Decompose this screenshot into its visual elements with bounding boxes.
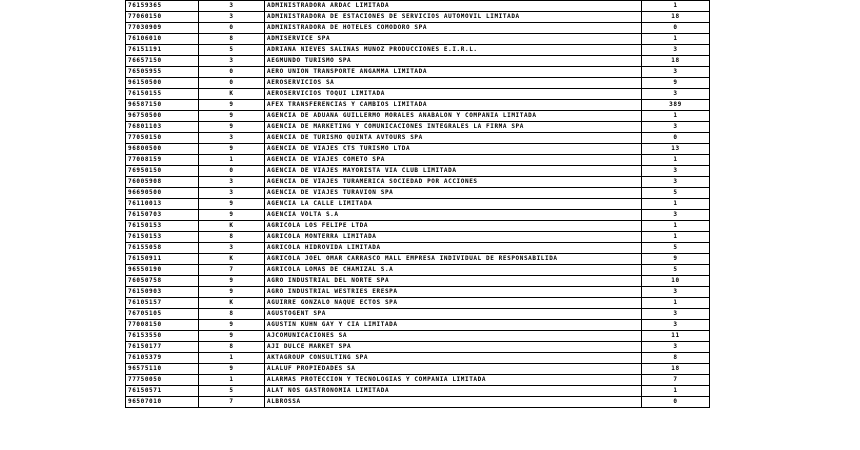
row-name-cell: AGENCIA DE VIAJES COMETO SPA <box>265 155 642 166</box>
table-row <box>126 265 710 276</box>
table-row <box>126 210 710 221</box>
row-name-cell: AGENCIA DE TURISMO QUINTA AVTOURS SPA <box>265 133 642 144</box>
row-id-cell: 96550190 <box>126 265 199 276</box>
row-name-cell: AGENCIA DE VIAJES CTS TURISMO LTDA <box>265 144 642 155</box>
row-name-cell: AGUSTOGENT SPA <box>265 309 642 320</box>
table-row <box>126 34 710 45</box>
row-id-cell: 96750500 <box>126 111 199 122</box>
row-id-cell: 96150500 <box>126 78 199 89</box>
row-code-cell: 3 <box>199 243 265 254</box>
row-count-cell: 3 <box>642 89 710 100</box>
row-count-cell: 1 <box>642 155 710 166</box>
row-code-cell: 3 <box>199 188 265 199</box>
row-id-cell: 76657150 <box>126 56 199 67</box>
row-count-cell: 9 <box>642 254 710 265</box>
row-code-cell: 9 <box>199 111 265 122</box>
row-name-cell: AEROSERVICIOS SA <box>265 78 642 89</box>
row-name-cell: AGENCIA DE VIAJES MAYORISTA VIA CLUB LIMITADA <box>265 166 642 177</box>
row-name-cell: AJI DULCE MARKET SPA <box>265 342 642 353</box>
row-name-cell: AGUIRRE GONZALO NAQUE ECTOS SPA <box>265 298 642 309</box>
table-row <box>126 309 710 320</box>
row-code-cell: 0 <box>199 67 265 78</box>
row-code-cell: 9 <box>199 331 265 342</box>
row-count-cell: 389 <box>642 100 710 111</box>
row-name-cell: ALALUF PROPIEDADES SA <box>265 364 642 375</box>
row-count-cell: 1 <box>642 199 710 210</box>
table-row <box>126 166 710 177</box>
row-code-cell: K <box>199 254 265 265</box>
row-name-cell: AGENCIA LA CALLE LIMITADA <box>265 199 642 210</box>
row-name-cell: AGENCIA DE MARKETING Y COMUNICACIONES INTEGRALES LA FIRMA SPA <box>265 122 642 133</box>
row-name-cell: AGENCIA VOLTA S.A <box>265 210 642 221</box>
table-row <box>126 276 710 287</box>
row-count-cell: 9 <box>642 78 710 89</box>
row-count-cell: 3 <box>642 177 710 188</box>
row-count-cell: 3 <box>642 320 710 331</box>
table-row <box>126 287 710 298</box>
row-id-cell: 76150155 <box>126 89 199 100</box>
row-name-cell: ALBROSSA <box>265 397 642 408</box>
row-count-cell: 10 <box>642 276 710 287</box>
row-name-cell: AGENCIA DE ADUANA GUILLERMO MORALES ANABALON Y COMPANIA LIMITADA <box>265 111 642 122</box>
row-count-cell: 0 <box>642 397 710 408</box>
row-name-cell: AEROSERVICIOS TOQUI LIMITADA <box>265 89 642 100</box>
row-count-cell: 3 <box>642 166 710 177</box>
row-id-cell: 77008159 <box>126 155 199 166</box>
row-count-cell: 11 <box>642 331 710 342</box>
row-code-cell: 3 <box>199 56 265 67</box>
row-id-cell: 77060150 <box>126 12 199 23</box>
row-count-cell: 3 <box>642 287 710 298</box>
table-row <box>126 111 710 122</box>
table-row <box>126 67 710 78</box>
row-id-cell: 76950150 <box>126 166 199 177</box>
table-row <box>126 199 710 210</box>
row-count-cell: 5 <box>642 265 710 276</box>
row-code-cell: 9 <box>199 122 265 133</box>
row-id-cell: 76150911 <box>126 254 199 265</box>
row-code-cell: K <box>199 221 265 232</box>
row-id-cell: 96587150 <box>126 100 199 111</box>
row-code-cell: 8 <box>199 232 265 243</box>
table-row <box>126 353 710 364</box>
row-code-cell: 1 <box>199 375 265 386</box>
row-name-cell: ADMINISTRADORA DE ESTACIONES DE SERVICIOS AUTOMOVIL LIMITADA <box>265 12 642 23</box>
row-code-cell: 8 <box>199 34 265 45</box>
row-count-cell: 18 <box>642 12 710 23</box>
row-name-cell: AGENCIA DE VIAJES TURAVION SPA <box>265 188 642 199</box>
row-name-cell: AKTAGROUP CONSULTING SPA <box>265 353 642 364</box>
row-name-cell: ALAT NOS GASTRONOMIA LIMITADA <box>265 386 642 397</box>
row-id-cell: 76705105 <box>126 309 199 320</box>
row-count-cell: 3 <box>642 122 710 133</box>
row-name-cell: ADRIANA NIEVES SALINAS MUNOZ PRODUCCIONES E.I.R.L. <box>265 45 642 56</box>
table-row <box>126 386 710 397</box>
table-row <box>126 12 710 23</box>
row-code-cell: K <box>199 89 265 100</box>
row-count-cell: 1 <box>642 1 710 12</box>
row-count-cell: 1 <box>642 298 710 309</box>
row-code-cell: 0 <box>199 23 265 34</box>
row-name-cell: AEGMUNDO TURISMO SPA <box>265 56 642 67</box>
table-row <box>126 232 710 243</box>
table-row <box>126 1 710 12</box>
row-id-cell: 76150703 <box>126 210 199 221</box>
row-name-cell: AERO UNION TRANSPORTE ANGAMMA LIMITADA <box>265 67 642 78</box>
row-name-cell: ADMINISTRADORA DE HOTELES COMODORO SPA <box>265 23 642 34</box>
row-id-cell: 76150571 <box>126 386 199 397</box>
row-count-cell: 1 <box>642 386 710 397</box>
row-code-cell: 9 <box>199 199 265 210</box>
row-code-cell: 1 <box>199 155 265 166</box>
row-name-cell: AGRICOLA MONTERRA LIMITADA <box>265 232 642 243</box>
row-id-cell: 76150903 <box>126 287 199 298</box>
row-id-cell: 76150177 <box>126 342 199 353</box>
table-row <box>126 375 710 386</box>
row-id-cell: 76005908 <box>126 177 199 188</box>
row-count-cell: 18 <box>642 56 710 67</box>
table-row <box>126 298 710 309</box>
table-row <box>126 342 710 353</box>
table-row <box>126 45 710 56</box>
row-count-cell: 5 <box>642 243 710 254</box>
table-row <box>126 254 710 265</box>
table-body <box>126 1 710 408</box>
data-table <box>125 0 710 408</box>
row-count-cell: 3 <box>642 309 710 320</box>
table-row <box>126 221 710 232</box>
row-count-cell: 0 <box>642 133 710 144</box>
row-code-cell: 3 <box>199 12 265 23</box>
row-code-cell: 9 <box>199 276 265 287</box>
table-row <box>126 397 710 408</box>
row-code-cell: K <box>199 298 265 309</box>
row-name-cell: ADMINISTRADORA ARDAC LIMITADA <box>265 1 642 12</box>
row-id-cell: 76105379 <box>126 353 199 364</box>
row-code-cell: 5 <box>199 45 265 56</box>
row-id-cell: 77750050 <box>126 375 199 386</box>
table-row <box>126 23 710 34</box>
row-code-cell: 9 <box>199 100 265 111</box>
table-row <box>126 177 710 188</box>
table-row <box>126 320 710 331</box>
row-id-cell: 76050758 <box>126 276 199 287</box>
row-count-cell: 13 <box>642 144 710 155</box>
row-id-cell: 76505955 <box>126 67 199 78</box>
row-code-cell: 9 <box>199 144 265 155</box>
row-code-cell: 9 <box>199 364 265 375</box>
row-id-cell: 96575110 <box>126 364 199 375</box>
row-code-cell: 8 <box>199 309 265 320</box>
row-code-cell: 7 <box>199 265 265 276</box>
row-name-cell: AGRICOLA LOS FELIPE LTDA <box>265 221 642 232</box>
row-count-cell: 1 <box>642 232 710 243</box>
row-name-cell: AGRICOLA HIDROVIDA LIMITADA <box>265 243 642 254</box>
row-code-cell: 0 <box>199 78 265 89</box>
row-id-cell: 77050150 <box>126 133 199 144</box>
row-name-cell: AGRO INDUSTRIAL WESTRIES ERESPA <box>265 287 642 298</box>
row-count-cell: 18 <box>642 364 710 375</box>
table-row <box>126 56 710 67</box>
row-code-cell: 0 <box>199 166 265 177</box>
row-id-cell: 76150153 <box>126 221 199 232</box>
table-row <box>126 144 710 155</box>
row-id-cell: 96507010 <box>126 397 199 408</box>
table-row <box>126 122 710 133</box>
row-id-cell: 77008150 <box>126 320 199 331</box>
row-name-cell: AGRO INDUSTRIAL DEL NORTE SPA <box>265 276 642 287</box>
row-code-cell: 3 <box>199 1 265 12</box>
row-name-cell: AGUSTIN KUHN GAY Y CIA LIMITADA <box>265 320 642 331</box>
table-row <box>126 78 710 89</box>
row-code-cell: 3 <box>199 177 265 188</box>
table-row <box>126 133 710 144</box>
row-id-cell: 96690500 <box>126 188 199 199</box>
row-name-cell: AGRICOLA LOMAS DE CHAMIZAL S.A <box>265 265 642 276</box>
row-id-cell: 76151191 <box>126 45 199 56</box>
row-code-cell: 9 <box>199 210 265 221</box>
table-row <box>126 243 710 254</box>
row-count-cell: 5 <box>642 188 710 199</box>
row-count-cell: 1 <box>642 34 710 45</box>
row-count-cell: 0 <box>642 23 710 34</box>
row-name-cell: AJCOMUNICACIONES SA <box>265 331 642 342</box>
row-code-cell: 8 <box>199 342 265 353</box>
table-row <box>126 364 710 375</box>
row-id-cell: 77030909 <box>126 23 199 34</box>
row-id-cell: 76110013 <box>126 199 199 210</box>
table-row <box>126 89 710 100</box>
row-count-cell: 8 <box>642 353 710 364</box>
row-count-cell: 1 <box>642 111 710 122</box>
row-code-cell: 9 <box>199 287 265 298</box>
row-name-cell: AGENCIA DE VIAJES TURAMERICA SOCIEDAD POR ACCIONES <box>265 177 642 188</box>
row-count-cell: 3 <box>642 342 710 353</box>
row-count-cell: 7 <box>642 375 710 386</box>
row-code-cell: 9 <box>199 320 265 331</box>
row-name-cell: ALARMAS PROTECCION Y TECNOLOGIAS Y COMPANIA LIMITADA <box>265 375 642 386</box>
table-row <box>126 155 710 166</box>
table-row <box>126 100 710 111</box>
row-name-cell: ADMISERVICE SPA <box>265 34 642 45</box>
row-count-cell: 3 <box>642 45 710 56</box>
row-code-cell: 1 <box>199 353 265 364</box>
row-code-cell: 3 <box>199 133 265 144</box>
row-name-cell: AFEX TRANSFERENCIAS Y CAMBIOS LIMITADA <box>265 100 642 111</box>
row-id-cell: 76106010 <box>126 34 199 45</box>
row-count-cell: 1 <box>642 221 710 232</box>
table-row <box>126 331 710 342</box>
row-id-cell: 76159365 <box>126 1 199 12</box>
row-id-cell: 76155058 <box>126 243 199 254</box>
row-id-cell: 76150153 <box>126 232 199 243</box>
row-id-cell: 76105157 <box>126 298 199 309</box>
table-row <box>126 188 710 199</box>
row-id-cell: 76801103 <box>126 122 199 133</box>
row-name-cell: AGRICOLA JOEL OMAR CARRASCO MALL EMPRESA INDIVIDUAL DE RESPONSABILIDA <box>265 254 642 265</box>
row-count-cell: 3 <box>642 210 710 221</box>
row-code-cell: 7 <box>199 397 265 408</box>
row-id-cell: 96800500 <box>126 144 199 155</box>
row-id-cell: 76153550 <box>126 331 199 342</box>
row-count-cell: 3 <box>642 67 710 78</box>
row-code-cell: 5 <box>199 386 265 397</box>
